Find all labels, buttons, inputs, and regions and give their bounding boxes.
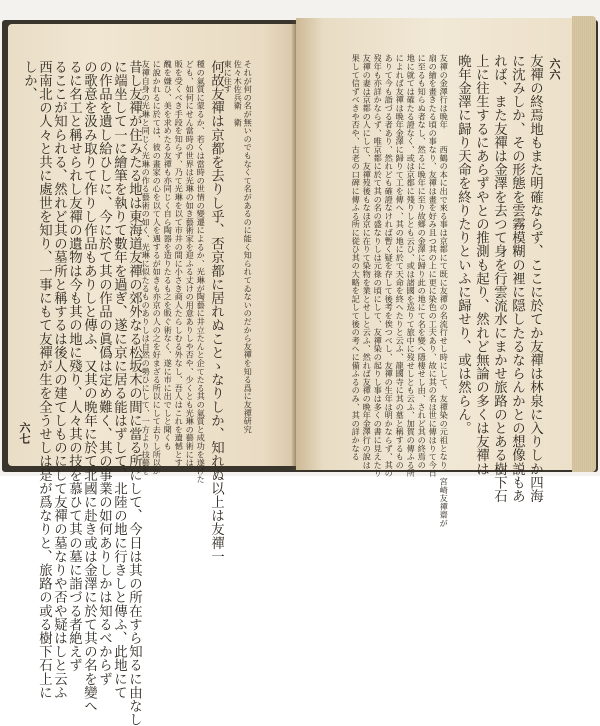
right-annotation: 歿年も亦詳かならず、唯京都に於て其の名の盛なりしは元祿の頃にして、友禪染の起りし事は多くの書に見えたり [373,54,384,478]
right-annotation: ありて今も詣づる者あり、然れども確證なければ暫く疑を存して後考を俟つべし、友禪の生年は明かならず、其の [384,54,395,478]
right-text-column: 友禪の終焉地もまた明確ならず、ここに於てか友禪は林泉に入りしか四海 [527,54,543,503]
left-heading: それが何の名が無いのでもなくて名があるのに能く知られてゐないのだから友禪を知る爲に友禪研究 [243,60,254,434]
left-text-column: 昔し友禪が住みたる地は東海道友禪の郊外なる松坂木の間に當る所にして、今日は其の所在すら知るに由なし [126,60,142,726]
left-text-column: の作品を遺し給ひしに、今に於て其の作品の眞僞は定め難く、其の事業の如何ありしかは知るべからず [96,60,112,686]
left-text-column: に端坐して一に繪筆を執りて數年を過ぎ、遂に京に居る能はずして、北陸の地に行きしと傳ふ、此地にて [111,60,127,700]
right-text-column: に沈みしか、その形態を雲霧模糊の裡に隠したるならんかとの想像説もあ [509,54,525,503]
right-annotation: 地に就ては確たる證なく、或は京都に殘りしとも云ひ、或は諸國を巡りて旅中に歿せしとも云ふ、加賀の傳ふる所 [406,54,417,478]
left-annotation: 佐々木佐兵衛 衛 [233,60,244,127]
right-annotation: 果して信ずべきや否や、古老の口碑に傳ふる所に從ひ其の大略を記して後の考へに備ふるのみ、其の詳かなる [351,54,362,461]
left-annotation: 東に住す [223,60,234,94]
left-text-column: ども、如何にせん當時の世界は光琳の如き藝術家を迎ふる丈けの用意ありしや否や、少くとも光琳の藝術には [185,60,196,467]
right-annotation: 友禪の妻は京都の人にして、友禪歿後もなほ京に在りて染物を業とせしと云ふ、然れば友禪の晩年金澤行の說は [362,54,373,469]
left-text-column: の歌意を汲み取りて作りし作品もありしと傳ふ、又其の晩年に於て北國に赴き或は金澤に於て其の名を變へ [81,60,97,713]
right-page [296,18,572,528]
left-text-column: しか、 [21,60,37,101]
right-text-column: れば、また友禪は金澤を去つて身を行雲流水にまかせ旅路のとある樹下石 [491,54,507,503]
left-text-column: 種の氣質に蒙るか、若くは當時の世情の變遷によるか、光琳が陶藝に井立たんと企てたる其の氣質と成功を遂げた [196,60,207,484]
left-text-column: るここが知られる、然れど其の墓所と稱するは後人の建てしものにして友禪の墓なりや否や疑はしと云ふ [51,60,67,700]
right-text-column: 上に往生するにあらずやとの推測も起り、然れど無論の多くは友禪は [473,54,489,476]
left-page [8,24,296,726]
right-text-column: 晩年金澤に歸り天命を終りたりといふに歸せり、或は然らん。 [455,54,471,435]
left-text-column: るに名工と稱せられし友禪の遺物は今も其の地に殘り、人々其の技を慕ひて其の墓に詣づる者絶えず [66,60,82,672]
page-number-right: 六六 [548,58,561,80]
left-text-column: 販を受くべき手段を知らず、乃て光琳を以て市井の間に小さき商人たらしむる外なし、吾人はこれを遺憾とす [174,60,185,467]
left-text-column: 何故友禪は京都を去りし乎、否京都に居れぬことゝなりしか、知れぬ以上は友禪一 [208,60,224,564]
left-text-column: 西南北の人々と共に處世を知り、一事にもて友禪が生を全うせしは是が爲なりと、旅路の或る樹下石上に [36,60,52,700]
right-annotation: に至るも知らぬ者なし、然るに晩年に至り故郷の金澤に歸り此の地にて名を變へ隱棲せし由、されど其の終焉の [417,54,428,469]
right-annotation: 友禪の金澤行は晩年 西鶴の本に出で來る事は京都にて既に友禪の名流行せし時にして、友禪染の元祖となり、宮崎友禪齋が [439,54,450,528]
left-text-column: 友禪自身の光琳と同じく光琳の作る藝術の如く、光琳に似たるものありしは自然の勢ひにして、一方より技藝を [141,60,152,475]
right-annotation: 扇の繪を畫きたる頃の事なり、友禪は畫を好み且つ其の上に更に染色の工夫あり、故に其の名は世に傳はりて今日 [428,54,439,478]
page-stack-edge [572,16,596,472]
left-text-column: 醜を嫌ひ、美を求めたる友禪も亦同じく自ら陶器を造りたるも之を販ぐ術なく、遂に市に出でしと聞くも [163,60,174,451]
right-annotation: によれば友禪は晩年金澤に歸りて工を傳へ、其の地に於て天命を終へたりと云ふ、龍國寺に其の墓と稱するもの [395,54,406,469]
left-text-column: に說かれるに於ては、彼の畫家の心を以て人を遇するが如きも亦京の人の之を好まざる所以にして去りし所以か [152,60,163,475]
page-number-left: 六七 [18,422,31,444]
